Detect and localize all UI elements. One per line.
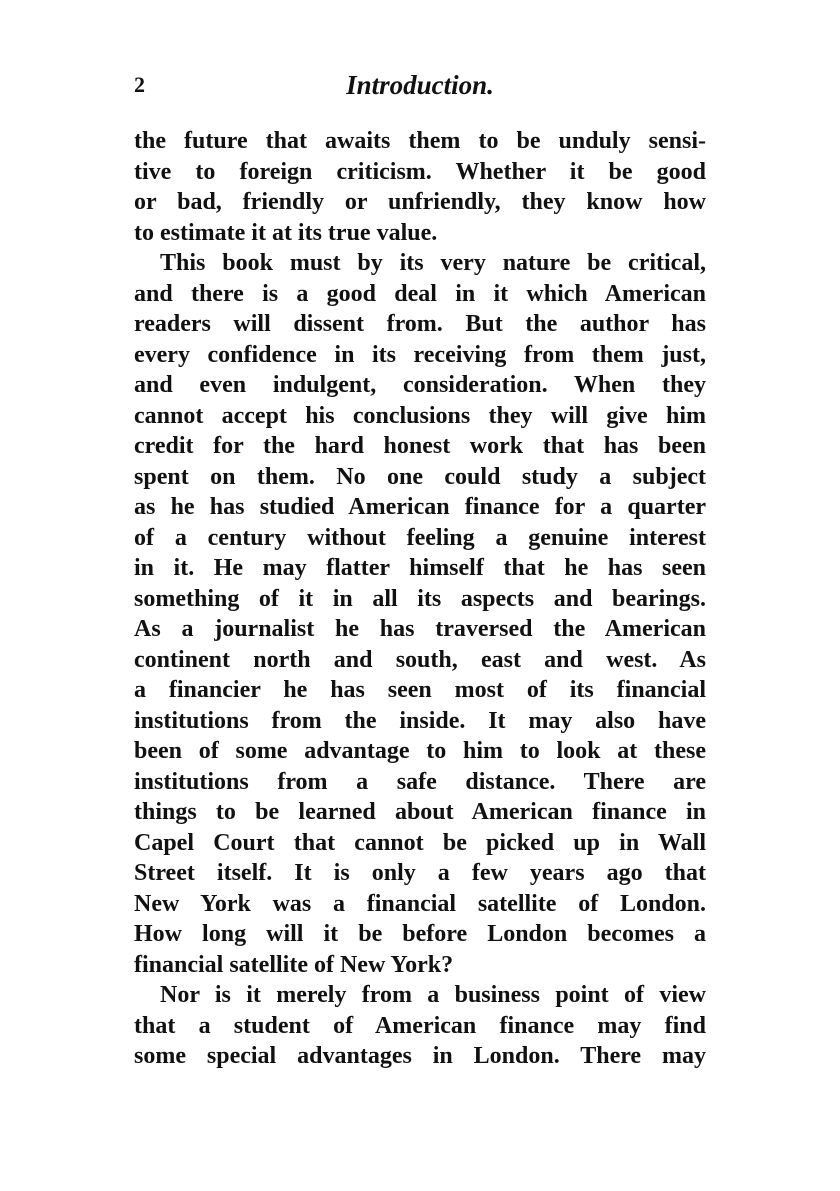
text-line: and even indulgent, consideration. When they	[134, 372, 706, 398]
text-line: financial satellite of New York?	[134, 951, 454, 978]
text-line: Capel Court that cannot be picked up in Wall	[134, 829, 706, 856]
page-number: 2	[134, 72, 145, 97]
text-line: spent on them. No one could study a subject	[134, 463, 706, 490]
text-line: cannot accept his conclusions they will give him	[134, 402, 706, 429]
text-line: institutions from a safe distance. There are	[134, 768, 706, 795]
text-line: continent north and south, east and west. As	[134, 646, 706, 673]
text-line: some special advantages in London. There may	[134, 1043, 706, 1069]
text-line: and there is a good deal in it which American	[134, 280, 706, 307]
body-text	[134, 126, 706, 1072]
text-line: How long will it be before London becomes a	[134, 921, 706, 947]
text-line: in it. He may flatter himself that he has seen	[134, 555, 706, 581]
text-line: institutions from the inside. It may also have	[134, 707, 706, 734]
text-line: things to be learned about American finance in	[134, 799, 706, 825]
text-line: been of some advantage to him to look at these	[134, 738, 706, 764]
text-line: readers will dissent from. But the author has	[134, 311, 706, 337]
text-line: that a student of American finance may find	[134, 1012, 706, 1039]
text-line: the future that awaits them to be unduly sensi-	[134, 128, 706, 154]
text-line: of a century without feeling a genuine interest	[134, 524, 706, 551]
text-line: As a journalist he has traversed the American	[134, 616, 706, 642]
text-line: a financier he has seen most of its financial	[134, 677, 706, 703]
text-line: Nor is it merely from a business point of view	[160, 982, 706, 1008]
text-line: or bad, friendly or unfriendly, they know how	[134, 189, 706, 215]
text-line: credit for the hard honest work that has been	[134, 433, 706, 459]
text-line: tive to foreign criticism. Whether it be good	[134, 158, 706, 185]
running-title: Introduction.	[346, 70, 494, 100]
text-line: something of it in all its aspects and bearings.	[134, 585, 706, 612]
text-line: This book must by its very nature be critical,	[160, 250, 706, 276]
text-line: as he has studied American finance for a quarter	[134, 494, 706, 520]
page-header	[134, 70, 706, 106]
text-line: to estimate it at its true value.	[134, 219, 438, 246]
text-line: New York was a financial satellite of London.	[134, 890, 706, 917]
text-line: Street itself. It is only a few years ago that	[134, 860, 706, 886]
text-line: every confidence in its receiving from them just,	[134, 341, 706, 368]
